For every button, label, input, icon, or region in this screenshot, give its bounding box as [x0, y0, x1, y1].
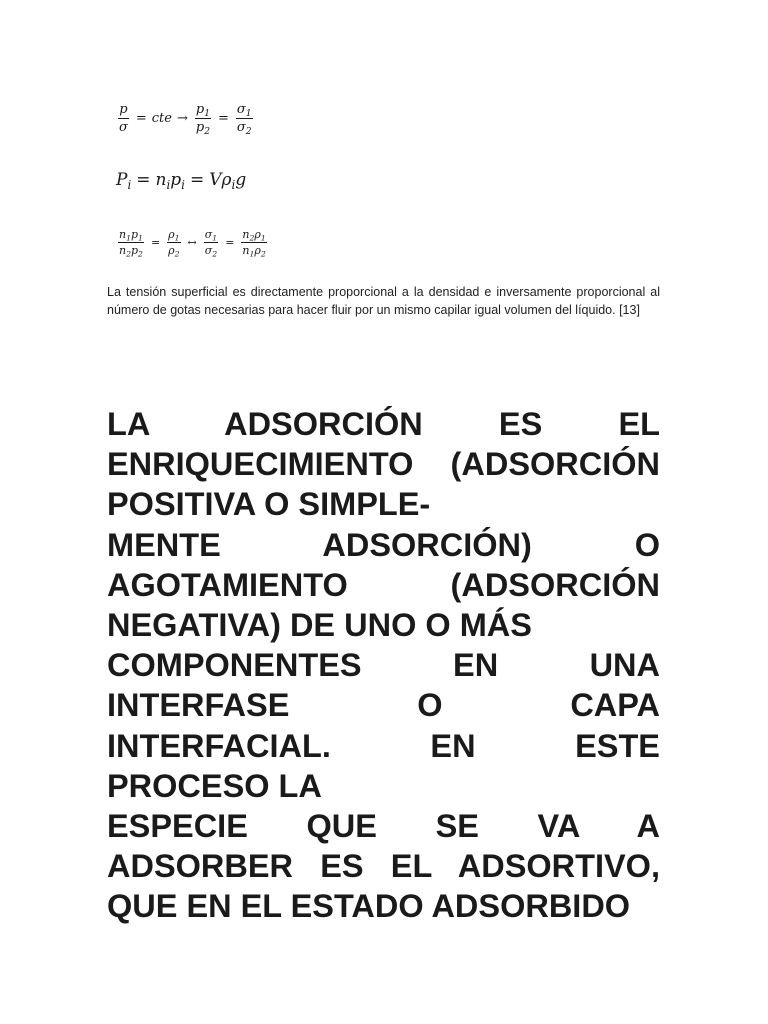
term-V: V: [209, 170, 222, 190]
fraction-p-over-sigma: [118, 103, 129, 134]
numerator: p: [119, 102, 128, 117]
numerator: $\rho_1$: [168, 228, 180, 243]
numerator: $p_1$: [195, 102, 211, 120]
heading-line: ESPECIE QUE SE VA A: [107, 807, 660, 844]
heading-line: INTERFASE O CAPA: [107, 687, 660, 724]
numerator: $\sigma_1$: [204, 228, 218, 243]
denominator: $\sigma_2$: [204, 244, 218, 259]
fraction-n1p1-over-n2p2: [118, 228, 144, 259]
denominator: $\rho_2$: [168, 244, 180, 259]
fraction-sigma1-over-sigma2: [236, 102, 253, 138]
equals-sign: =: [218, 111, 229, 126]
heading-line: ENRIQUECIMIENTO (ADSORCIÓN: [107, 446, 660, 483]
term-p-i: $p_i$: [170, 170, 185, 193]
term-rho-i: $\rho_i$: [221, 170, 236, 193]
denominator: $n_1\rho_2$: [242, 244, 266, 259]
heading-line: INTERFACIAL. EN ESTE: [107, 727, 660, 764]
heading-line: ADSORBER ES EL ADSORTIVO,: [107, 848, 660, 885]
fraction-sigma1-over-sigma2: [204, 228, 218, 259]
equation-proportionality: [116, 228, 269, 259]
denominator: σ: [119, 120, 128, 135]
heading-line: COMPONENTES EN UNA: [107, 647, 660, 684]
surface-tension-paragraph: La tensión superficial es directamente proporcional a la densidad e inversamente proporcional al número de gotas necesarias para hacer fluir por un mismo capilar igual volumen del líquido. [13]: [107, 285, 660, 317]
numerator: $n_1p_1$: [119, 228, 143, 243]
denominator: $p_2$: [195, 120, 211, 138]
equals-sign: =: [189, 170, 205, 190]
denominator: $n_2p_2$: [119, 244, 143, 259]
numerator: $\sigma_1$: [236, 102, 252, 120]
heading-line: POSITIVA O SIMPLE-: [107, 486, 431, 523]
fraction-rho1-over-rho2: [167, 228, 180, 259]
numerator: $n_2\rho_1$: [242, 228, 266, 243]
denominator: $\sigma_2$: [236, 120, 252, 138]
heading-line: PROCESO LA: [107, 767, 322, 804]
equals-sign: =: [136, 170, 151, 190]
arrow-icon: →: [176, 111, 188, 126]
heading-line: MENTE ADSORCIÓN) O: [107, 526, 660, 563]
equation-drop-weight: [116, 170, 247, 193]
heading-line: QUE EN EL ESTADO ADSORBIDO: [107, 888, 631, 925]
term-g: g: [235, 170, 247, 190]
equals-sign: =: [150, 236, 161, 249]
equals-sign: =: [225, 236, 235, 249]
heading-line: LA ADSORCIÓN ES EL: [107, 406, 660, 442]
term-P-i: $P_i$: [116, 170, 132, 193]
equation-ratio-constant: [116, 102, 255, 138]
fraction-n2rho1-over-n1rho2: [241, 228, 266, 259]
term-n-i: $n_i$: [155, 170, 171, 193]
adsorption-heading-block: [107, 404, 660, 926]
double-arrow-icon: ↔: [187, 236, 197, 249]
equals-sign: =: [135, 111, 147, 126]
heading-line: NEGATIVA) DE UNO O MÁS: [107, 606, 532, 643]
fraction-p1-over-p2: [195, 102, 211, 138]
constant-term: cte: [151, 111, 172, 126]
heading-line: AGOTAMIENTO (ADSORCIÓN: [107, 566, 660, 603]
